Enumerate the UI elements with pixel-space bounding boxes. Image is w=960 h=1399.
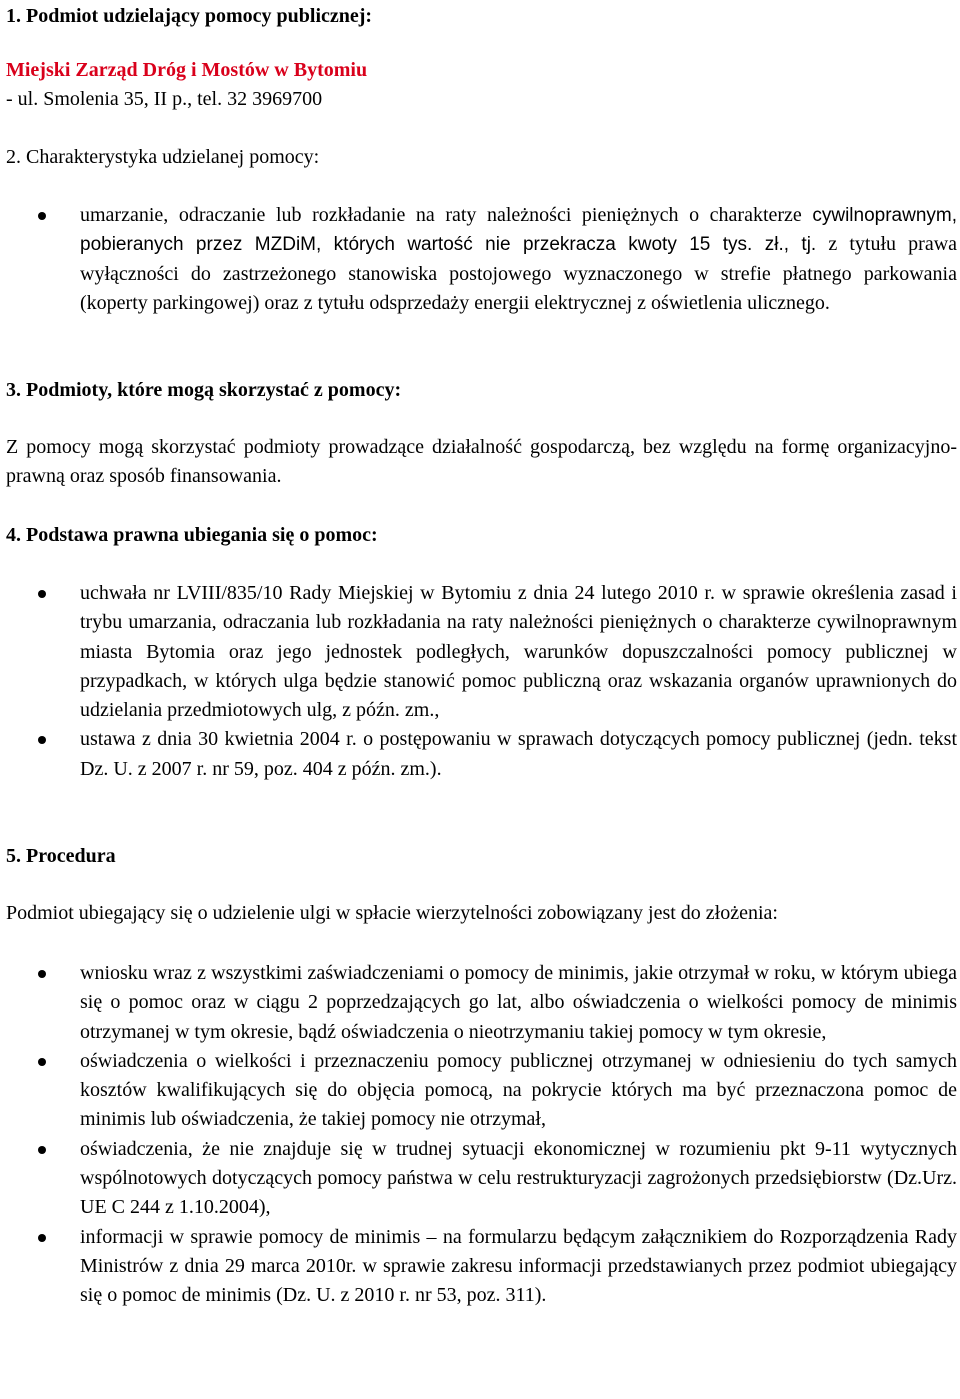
section-3-heading: 3. Podmioty, które mogą skorzystać z pomocy:	[6, 379, 402, 401]
legal-basis-list	[6, 579, 957, 784]
bullet-icon	[38, 970, 46, 978]
bullet-icon	[38, 590, 46, 598]
bullet-icon	[38, 1234, 46, 1242]
section-3-body: Z pomocy mogą skorzystać podmioty prowadzące działalność gospodarczą, bez względu na formę organizacyjno-prawną oraz sposób finansowania.	[6, 436, 957, 487]
list-item: oświadczenia, że nie znajduje się w trudnej sytuacji ekonomicznej w rozumieniu pkt 9-11 wytycznych wspólnotowych dotyczących pomocy państwa w celu restrukturyzacji zagrożonych przedsiębiorstw (Dz.Urz. UE C 244 z 1.10.2004),	[6, 1135, 957, 1223]
list-item: informacji w sprawie pomocy de minimis – na formularzu będącym załącznikiem do Rozporządzenia Rady Ministrów z dnia 29 marca 2010r. w sprawie zakresu informacji przedstawianych przez podmiot ubiegający się o pomoc de minimis (Dz. U. z 2010 r. nr 53, poz. 311).	[6, 1223, 957, 1311]
bullet-icon	[38, 736, 46, 744]
bullet-icon	[38, 1146, 46, 1154]
section-4-heading: 4. Podstawa prawna ubiegania się o pomoc:	[6, 524, 378, 546]
organization-address: - ul. Smolenia 35, II p., tel. 32 3969700	[6, 88, 323, 110]
section-1-heading: 1. Podmiot udzielający pomocy publicznej:	[6, 5, 373, 27]
list-item: uchwała nr LVIII/835/10 Rady Miejskiej w Bytomiu z dnia 24 lutego 2010 r. w sprawie określenia zasad i trybu umarzania, odraczania lub rozkładania na raty należności pieniężnych o charakterze cywilnoprawnym miasta Bytomia oraz jego jednostek podległych, warunków dopuszczalności pomocy publicznej w przypadkach, w których ulga będzie stanowić pomoc publiczną oraz wskazania organów uprawnionych do udzielania przedmiotowych ulg, z późn. zm.,	[6, 579, 957, 725]
list-item: ustawa z dnia 30 kwietnia 2004 r. o postępowaniu w sprawach dotyczących pomocy publicznej (jedn. tekst Dz. U. z 2007 r. nr 59, poz. 404 z późn. zm.).	[6, 725, 957, 784]
bullet-icon	[38, 212, 46, 220]
section-5-heading: 5. Procedura	[6, 845, 116, 867]
list-item: wniosku wraz z wszystkimi zaświadczeniami o pomocy de minimis, jakie otrzymał w roku, w którym ubiega się o pomoc oraz w ciągu 2 poprzedzających go lat, albo oświadczenia o wielkości pomocy de minimis otrzymanej w tym okresie, bądź oświadczenia o nieotrzymaniu takiej pomocy w tym okresie,	[6, 959, 957, 1047]
section-2-heading: 2. Charakterystyka udzielanej pomocy:	[6, 146, 320, 168]
section-5-intro: Podmiot ubiegający się o udzielenie ulgi w spłacie wierzytelności zobowiązany jest do złożenia:	[6, 902, 778, 924]
list-item: oświadczenia o wielkości i przeznaczeniu pomocy publicznej otrzymanej w odniesieniu do tych samych kosztów kwalifikujących się do objęcia pomocą, na pokrycie których ma być przeznaczona pomoc de minimis lub oświadczenia, że takiej pomocy nie otrzymał,	[6, 1047, 957, 1135]
procedure-documents-list	[6, 959, 957, 1311]
list-item: umarzanie, odraczanie lub rozkładanie na raty należności pieniężnych o charakterze cywilnoprawnym, pobieranych przez MZDiM, których wartość nie przekracza kwoty 15 tys. zł., tj. z tytułu prawa wyłączności do zastrzeżonego stanowiska postojowego wyznaczonego w strefie płatnego parkowania (koperty parkingowej) oraz z tytułu odsprzedaży energii elektrycznej z oświetlenia ulicznego.	[6, 201, 957, 318]
organization-name: Miejski Zarząd Dróg i Mostów w Bytomiu	[6, 59, 368, 81]
bullet-icon	[38, 1058, 46, 1066]
aid-characteristics-list	[6, 201, 957, 318]
